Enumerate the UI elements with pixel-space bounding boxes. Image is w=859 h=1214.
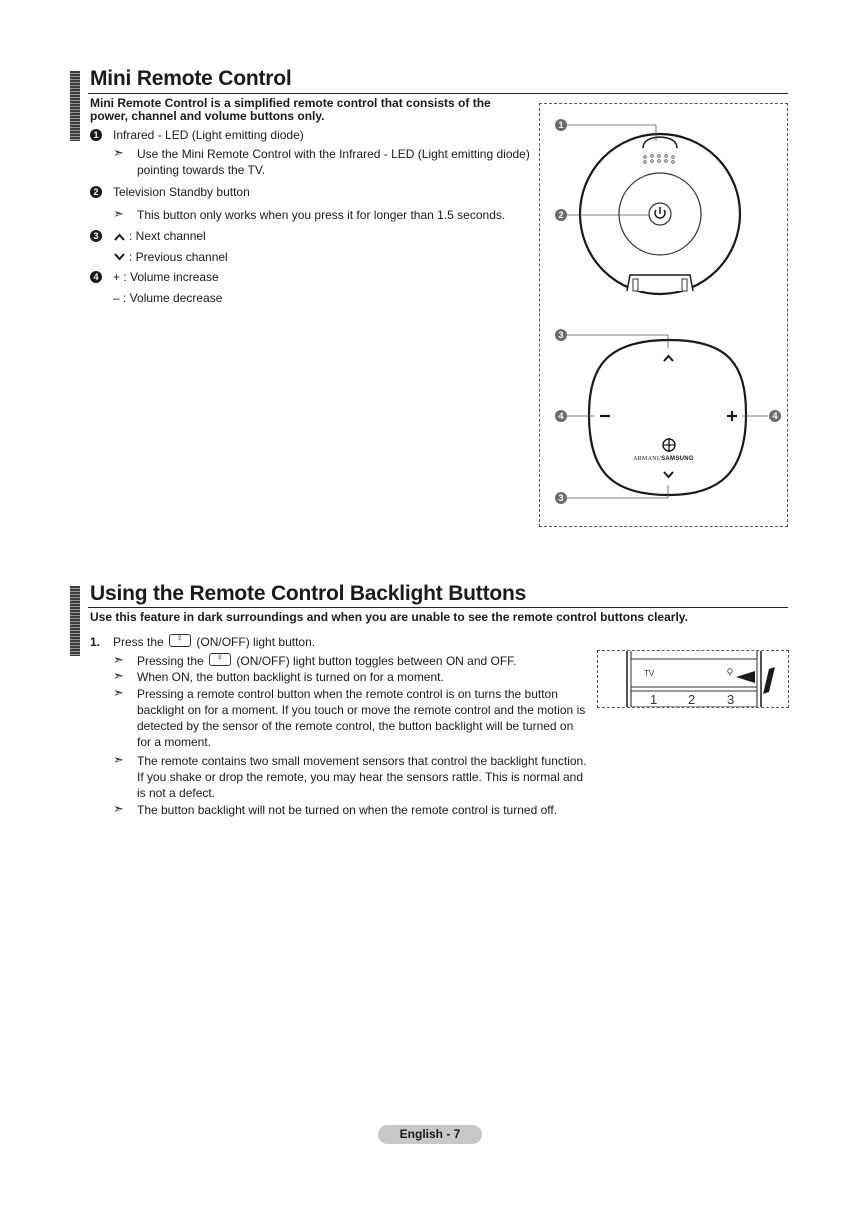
key-3: 3 (727, 692, 735, 707)
page-number-label: English - 7 (378, 1125, 482, 1144)
brand-armani: ARMANI (633, 456, 660, 462)
step1-text-pre: Press the (113, 635, 164, 649)
item3-text-previous: : Previous channel (129, 250, 228, 264)
chevron-up-icon (113, 232, 126, 242)
key-2: 2 (688, 692, 696, 707)
backlight-figure (597, 650, 789, 708)
tv-label: TV (644, 669, 655, 678)
callout-2: 2 (555, 209, 567, 221)
note3-line4: for a moment. (137, 735, 212, 749)
note3-line2: backlight on for a moment. If you touch or move the remote control and the motion is (137, 703, 586, 717)
section2-intro: Use this feature in dark surroundings and when you are unable to see the remote control buttons clearly. (90, 610, 688, 624)
item2-number-badge: 2 (90, 186, 102, 198)
section1-intro-line1: Mini Remote Control is a simplified remote control that consists of the (90, 96, 491, 110)
mini-remote-figure (539, 103, 788, 527)
item4-number-badge: 4 (90, 271, 102, 283)
item2-note: This button only works when you press it for longer than 1.5 seconds. (137, 208, 506, 222)
section2-note3 (137, 686, 585, 750)
section2-sidebar-bar (70, 586, 80, 656)
note4-line3: is not a defect. (137, 786, 216, 800)
section2-title: Using the Remote Control Backlight Buttons (90, 582, 527, 605)
note-arrow-icon: ➣ (113, 752, 124, 767)
item2-text: Television Standby button (113, 185, 250, 199)
step1-text-post: (ON/OFF) light button. (196, 635, 316, 649)
note4-line1: The remote contains two small movement sensors that control the backlight function. (137, 754, 587, 768)
section2-title-rule (88, 607, 788, 608)
chevron-down-icon (113, 252, 126, 262)
brand-separator: / (659, 456, 662, 462)
item4-text-decrease: – : Volume decrease (113, 291, 223, 305)
item3-number-badge: 3 (90, 230, 102, 242)
section1-title-rule (88, 93, 788, 94)
note-arrow-icon: ➣ (113, 145, 124, 160)
item1-text: Infrared - LED (Light emitting diode) (113, 128, 304, 142)
note-arrow-icon: ➣ (113, 668, 124, 683)
section2-note1 (137, 653, 517, 669)
callout-4-left: 4 (555, 410, 567, 422)
note-arrow-icon: ➣ (113, 652, 124, 667)
section1-title: Mini Remote Control (90, 67, 292, 90)
item1-note-line1: Use the Mini Remote Control with the Infrared - LED (Light emitting diode) (137, 147, 530, 161)
callout-3-top: 3 (555, 329, 567, 341)
callout-1: 1 (555, 119, 567, 131)
brand-samsung: SAMSUNG (661, 456, 694, 462)
note-arrow-icon: ➣ (113, 685, 124, 700)
note1-pre: Pressing the (137, 654, 204, 668)
section1-sidebar-bar (70, 71, 80, 141)
note3-line3: detected by the sensor of the remote control, the button backlight will be turned on (137, 719, 574, 733)
callout-3-bottom: 3 (555, 492, 567, 504)
note1-post: (ON/OFF) light button toggles between ON and OFF. (236, 654, 517, 668)
section1-intro-line2: power, channel and volume buttons only. (90, 109, 325, 123)
note-arrow-icon: ➣ (113, 206, 124, 221)
section2-note5: The button backlight will not be turned on when the remote control is turned off. (137, 803, 558, 817)
note-arrow-icon: ➣ (113, 801, 124, 816)
mini-remote-illustration (539, 103, 788, 527)
item1-note (137, 146, 530, 178)
item1-number-badge: 1 (90, 129, 102, 141)
key-1: 1 (650, 692, 658, 707)
note4-line2: If you shake or drop the remote, you may hear the sensors rattle. This is normal and (137, 770, 583, 784)
section2-note4 (137, 753, 587, 801)
section1-intro (90, 97, 530, 123)
item1-note-line2: pointing towards the TV. (137, 163, 266, 177)
item3-text-next: : Next channel (129, 229, 206, 243)
callout-4-right: 4 (769, 410, 781, 422)
section2-note2: When ON, the button backlight is turned on for a moment. (137, 670, 444, 684)
light-button-icon: ♀ (209, 653, 231, 666)
step1-number: 1. (90, 635, 101, 649)
item4-text-increase: + : Volume increase (113, 270, 219, 284)
note3-line1: Pressing a remote control button when the remote control is on turns the button (137, 687, 558, 701)
step1-text (113, 634, 315, 650)
light-button-icon: ♀ (169, 634, 191, 647)
remote-brand-text (633, 456, 694, 462)
